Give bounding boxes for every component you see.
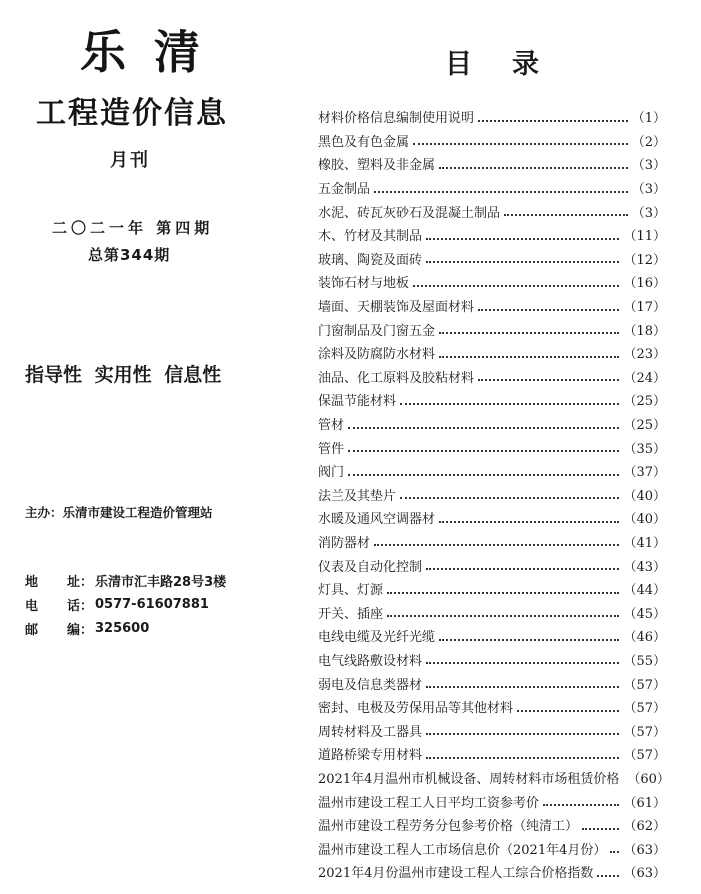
- toc-entry-page: （57）: [623, 677, 666, 693]
- sponsor-line: 主办：乐清市建设工程造价管理站: [25, 505, 213, 520]
- toc-entry-label: 周转材料及工器具: [318, 724, 423, 740]
- toc-list: [318, 105, 670, 884]
- toc-entry-page: （57）: [623, 748, 666, 764]
- toc-entry[interactable]: [318, 506, 666, 530]
- leader-dots: [439, 639, 619, 641]
- contact-value: 乐清市汇丰路28号3楼: [95, 574, 227, 590]
- toc-entry-page: （45）: [623, 606, 666, 622]
- leader-dots: [348, 427, 619, 429]
- toc-entry-label: 保温节能材料: [318, 394, 397, 410]
- leader-dots: [439, 167, 628, 169]
- contact-label: 话：: [67, 598, 94, 614]
- toc-entry-label: 涂料及防腐防水材料: [318, 347, 436, 363]
- leader-dots: [426, 261, 619, 263]
- issue-label: 二〇二一年 第四期: [52, 219, 214, 237]
- toc-entry[interactable]: [318, 176, 666, 200]
- toc-entry-label: 密封、电极及劳保用品等其他材料: [318, 701, 514, 717]
- toc-entry-page: （60）: [627, 771, 670, 787]
- contact-value: 325600: [95, 620, 150, 636]
- toc-entry[interactable]: [318, 199, 666, 223]
- toc-entry-label: 电线电缆及光纤光缆: [318, 630, 436, 646]
- frequency-label: 月刊: [110, 150, 150, 171]
- toc-entry[interactable]: [318, 247, 666, 271]
- leader-dots: [426, 568, 619, 570]
- toc-entry-label: 温州市建设工程劳务分包参考价格（纯清工）: [318, 819, 579, 835]
- toc-entry-label: 材料价格信息编制使用说明: [318, 111, 475, 127]
- leader-dots: [413, 285, 619, 287]
- toc-entry-page: （55）: [623, 653, 666, 669]
- toc-entry[interactable]: [318, 577, 666, 601]
- toc-entry[interactable]: [318, 412, 666, 436]
- slogan: 指导性 实用性 信息性: [25, 364, 222, 386]
- toc-entry[interactable]: [318, 105, 666, 129]
- total-issue-label: 总第344期: [88, 246, 171, 264]
- toc-entry-label: 温州市建设工程工人日平均工资参考价: [318, 795, 540, 811]
- leader-dots: [426, 733, 619, 735]
- leader-dots: [426, 686, 619, 688]
- toc-entry[interactable]: [318, 388, 666, 412]
- toc-entry-label: 管件: [318, 441, 345, 457]
- toc-entry[interactable]: [318, 789, 666, 813]
- toc-entry-label: 电气线路敷设材料: [318, 653, 423, 669]
- leader-dots: [543, 804, 619, 806]
- toc-entry-page: （57）: [623, 701, 666, 717]
- toc-entry-page: （16）: [623, 276, 666, 292]
- contact-block: [25, 568, 226, 640]
- toc-entry-page: （24）: [623, 370, 666, 386]
- toc-entry-page: （63）: [623, 866, 666, 882]
- leader-dots: [348, 474, 619, 476]
- magazine-title: 乐清: [80, 25, 228, 79]
- leader-dots: [478, 120, 628, 122]
- toc-entry-page: （35）: [623, 441, 666, 457]
- toc-entry-label: 黑色及有色金属: [318, 134, 410, 150]
- leader-dots: [400, 403, 619, 405]
- toc-entry-page: （3）: [631, 158, 666, 174]
- toc-entry-page: （40）: [623, 512, 666, 528]
- toc-entry[interactable]: [318, 860, 666, 884]
- toc-entry[interactable]: [318, 435, 666, 459]
- toc-entry-label: 灯具、灯源: [318, 583, 384, 599]
- leader-dots: [413, 143, 628, 145]
- cover-panel: [0, 0, 300, 894]
- leader-dots: [597, 875, 619, 877]
- toc-entry[interactable]: [318, 695, 666, 719]
- toc-entry[interactable]: [318, 530, 666, 554]
- toc-entry[interactable]: [318, 718, 666, 742]
- toc-entry[interactable]: [318, 671, 666, 695]
- toc-entry-page: （62）: [623, 819, 666, 835]
- toc-entry-label: 装饰石材与地板: [318, 276, 410, 292]
- toc-entry-label: 门窗制品及门窗五金: [318, 323, 436, 339]
- toc-entry[interactable]: [318, 836, 666, 860]
- toc-entry[interactable]: [318, 742, 666, 766]
- toc-entry[interactable]: [318, 341, 666, 365]
- toc-entry-page: （43）: [623, 559, 666, 575]
- toc-panel: [300, 0, 701, 894]
- toc-entry-page: （25）: [623, 418, 666, 434]
- leader-dots: [387, 615, 619, 617]
- toc-entry-label: 2021年4月温州市机械设备、周转材料市场租赁价格: [318, 771, 620, 787]
- toc-entry-page: （41）: [623, 535, 666, 551]
- leader-dots: [610, 851, 619, 853]
- toc-entry-page: （3）: [631, 182, 666, 198]
- toc-entry-label: 墙面、天棚装饰及屋面材料: [318, 300, 475, 316]
- toc-entry-label: 道路桥梁专用材料: [318, 748, 423, 764]
- toc-entry-label: 开关、插座: [318, 606, 384, 622]
- toc-entry[interactable]: [318, 129, 666, 153]
- leader-dots: [348, 450, 619, 452]
- toc-entry-label: 消防器材: [318, 535, 371, 551]
- toc-entry[interactable]: [318, 294, 666, 318]
- leader-dots: [582, 828, 619, 830]
- toc-entry-page: （46）: [623, 630, 666, 646]
- toc-entry-label: 木、竹材及其制品: [318, 229, 423, 245]
- leader-dots: [439, 332, 619, 334]
- toc-entry[interactable]: [318, 152, 666, 176]
- toc-entry-page: （3）: [631, 205, 666, 221]
- toc-title: 目录: [445, 49, 579, 80]
- toc-entry[interactable]: [318, 223, 666, 247]
- toc-entry-page: （1）: [631, 111, 666, 127]
- contact-label: 址：: [67, 574, 94, 590]
- leader-dots: [517, 710, 619, 712]
- toc-entry[interactable]: [318, 459, 666, 483]
- leader-dots: [374, 544, 619, 546]
- toc-entry-page: （25）: [623, 394, 666, 410]
- leader-dots: [387, 592, 619, 594]
- contact-value: 0577-61607881: [95, 596, 209, 612]
- toc-entry[interactable]: [318, 270, 666, 294]
- leader-dots: [439, 356, 619, 358]
- toc-entry-page: （37）: [623, 465, 666, 481]
- toc-entry-label: 五金制品: [318, 182, 371, 198]
- toc-entry-label: 橡胶、塑料及非金属: [318, 158, 436, 174]
- toc-entry-page: （44）: [623, 583, 666, 599]
- toc-entry-label: 玻璃、陶瓷及面砖: [318, 252, 423, 268]
- toc-entry-label: 仪表及自动化控制: [318, 559, 423, 575]
- toc-entry-label: 水泥、砖瓦灰砂石及混凝土制品: [318, 205, 501, 221]
- contact-label: 电: [25, 598, 39, 614]
- toc-entry-page: （57）: [623, 724, 666, 740]
- toc-entry[interactable]: [318, 813, 666, 837]
- toc-entry-page: （17）: [623, 300, 666, 316]
- toc-entry-page: （40）: [623, 488, 666, 504]
- toc-entry-label: 水暖及通风空调器材: [318, 512, 436, 528]
- toc-entry-page: （12）: [623, 252, 666, 268]
- contact-address: [25, 568, 226, 592]
- leader-dots: [439, 521, 619, 523]
- toc-entry[interactable]: [318, 365, 666, 389]
- leader-dots: [426, 757, 619, 759]
- toc-entry-page: （11）: [623, 229, 666, 245]
- contact-label: 编：: [67, 622, 94, 638]
- leader-dots: [400, 497, 619, 499]
- toc-entry[interactable]: [318, 766, 670, 790]
- toc-entry[interactable]: [318, 483, 666, 507]
- contact-phone: [25, 592, 226, 616]
- toc-entry[interactable]: [318, 624, 666, 648]
- leader-dots: [374, 191, 628, 193]
- contact-label: 邮: [25, 622, 39, 638]
- leader-dots: [478, 379, 619, 381]
- contact-postcode: [25, 616, 226, 640]
- toc-entry-page: （18）: [623, 323, 666, 339]
- toc-entry-label: 管材: [318, 418, 345, 434]
- leader-dots: [504, 214, 628, 216]
- toc-entry[interactable]: [318, 553, 666, 577]
- toc-entry-label: 油品、化工原料及胶粘材料: [318, 370, 475, 386]
- magazine-subtitle: 工程造价信息: [36, 96, 228, 131]
- leader-dots: [478, 309, 619, 311]
- contact-label: 地: [25, 574, 39, 590]
- toc-entry[interactable]: [318, 317, 666, 341]
- toc-entry-label: 温州市建设工程人工市场信息价（2021年4月份）: [318, 842, 607, 858]
- toc-entry-page: （2）: [631, 134, 666, 150]
- toc-entry-page: （63）: [623, 842, 666, 858]
- toc-entry[interactable]: [318, 648, 666, 672]
- toc-entry-label: 弱电及信息类器材: [318, 677, 423, 693]
- toc-entry-page: （23）: [623, 347, 666, 363]
- toc-entry-page: （61）: [623, 795, 666, 811]
- leader-dots: [426, 662, 619, 664]
- toc-entry-label: 法兰及其垫片: [318, 488, 397, 504]
- leader-dots: [426, 238, 619, 240]
- toc-entry-label: 阀门: [318, 465, 345, 481]
- toc-entry[interactable]: [318, 600, 666, 624]
- toc-entry-label: 2021年4月份温州市建设工程人工综合价格指数: [318, 866, 594, 882]
